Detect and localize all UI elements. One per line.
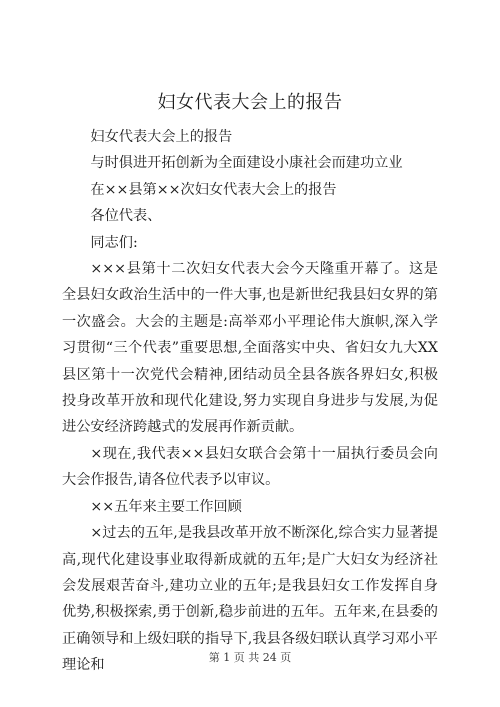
page-number: 第 1 页 共 24 页 [208,651,292,664]
paragraph-report-intro: ×现在,我代表××县妇女联合会第十一届执行委员会向大会作报告,请各位代表予以审议。 [62,445,438,489]
document-body [62,124,438,679]
paragraph-section-heading: ××五年来主要工作回顾 [90,498,242,515]
paragraph-review: ×过去的五年,是我县改革开放不断深化,综合实力显著提高,现代化建设事业取得新成就的五年;是广大妇女为经济社会发展艰苦奋斗,建功立业的五年;是我县妇女工作发挥自身优势,积极探索,勇于创新,稳步前进的五年。五年来,在县委的正确领导和上级妇联的指导下,我县各级妇联认真学习邓小平理论和 [62,525,438,674]
paragraph-salutation-1: 各位代表、 [90,208,162,225]
document-title: 妇女代表大会上的报告 [157,92,343,113]
paragraph-subtitle: 与时俱进开拓创新为全面建设小康社会而建功立业 [90,155,403,172]
paragraph-salutation-2: 同志们: [90,234,138,251]
paragraph-opening: ×××县第十二次妇女代表大会今天隆重开幕了。这是全县妇女政治生活中的一件大事,也是新世纪我县妇女界的第一次盛会。大会的主题是:高举邓小平理论伟大旗帜,深入学习贯彻“三个代表”重要思想,全面落实中央、省妇女九大XX县区第十一次党代会精神,团结动员全县各族各界妇女,积极投身改革开放和现代化建设,努力实现自身进步与发展,为促进公安经济跨越式的发展再作新贡献。 [62,261,438,436]
paragraph-occasion: 在××县第××次妇女代表大会上的报告 [90,181,337,198]
paragraph-heading: 妇女代表大会上的报告 [90,129,233,145]
